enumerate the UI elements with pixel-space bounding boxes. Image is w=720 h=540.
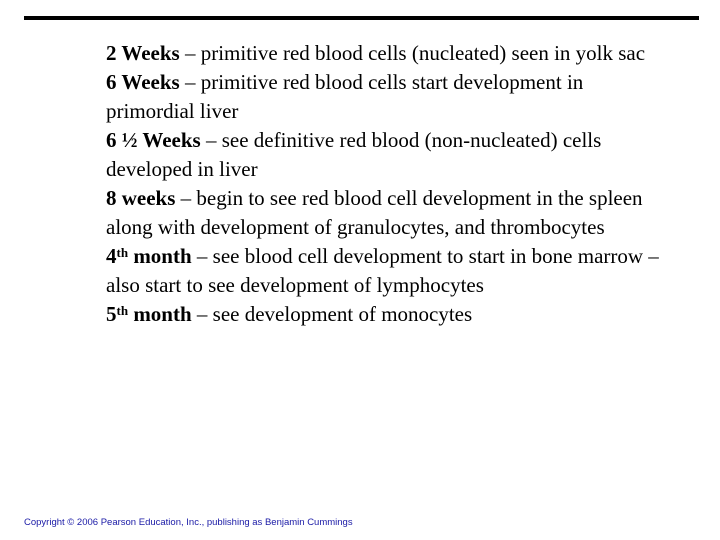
entry-label-number: 5 (106, 302, 117, 326)
entry-label-unit: month (128, 302, 192, 326)
entry-label: 6 Weeks (106, 70, 180, 94)
entry-4th-month (106, 242, 666, 300)
entry-label (106, 244, 192, 268)
entry-label-unit: month (128, 244, 192, 268)
copyright-footer: Copyright © 2006 Pearson Education, Inc., publishing as Benjamin Cummings (24, 517, 353, 528)
entry-6-weeks (106, 68, 666, 126)
entry-text: – primitive red blood cells (nucleated) seen in yolk sac (179, 41, 646, 65)
entry-label (106, 302, 192, 326)
timeline-list (106, 39, 666, 329)
entry-text: – see definitive red blood (non-nucleated) cells developed in liver (106, 128, 602, 181)
entry-2-weeks (106, 39, 666, 68)
entry-label: 2 Weeks (106, 41, 180, 65)
entry-5th-month (106, 300, 666, 329)
entry-label: 8 weeks (106, 186, 176, 210)
entry-8-weeks (106, 184, 666, 242)
entry-label-ordinal: th (116, 245, 129, 260)
entry-label-number: 4 (106, 244, 117, 268)
entry-text: – begin to see red blood cell development in the spleen along with development of granulocytes, and thrombocytes (106, 186, 643, 239)
entry-text: – primitive red blood cells start development in primordial liver (106, 70, 584, 123)
entry-6-half-weeks (106, 126, 666, 184)
entry-label: 6 ½ Weeks (106, 128, 201, 152)
top-rule (24, 16, 699, 20)
entry-label-ordinal: th (116, 303, 129, 318)
entry-text: – see blood cell development to start in bone marrow – also start to see development of lymphocytes (106, 244, 659, 297)
entry-text: – see development of monocytes (191, 302, 473, 326)
